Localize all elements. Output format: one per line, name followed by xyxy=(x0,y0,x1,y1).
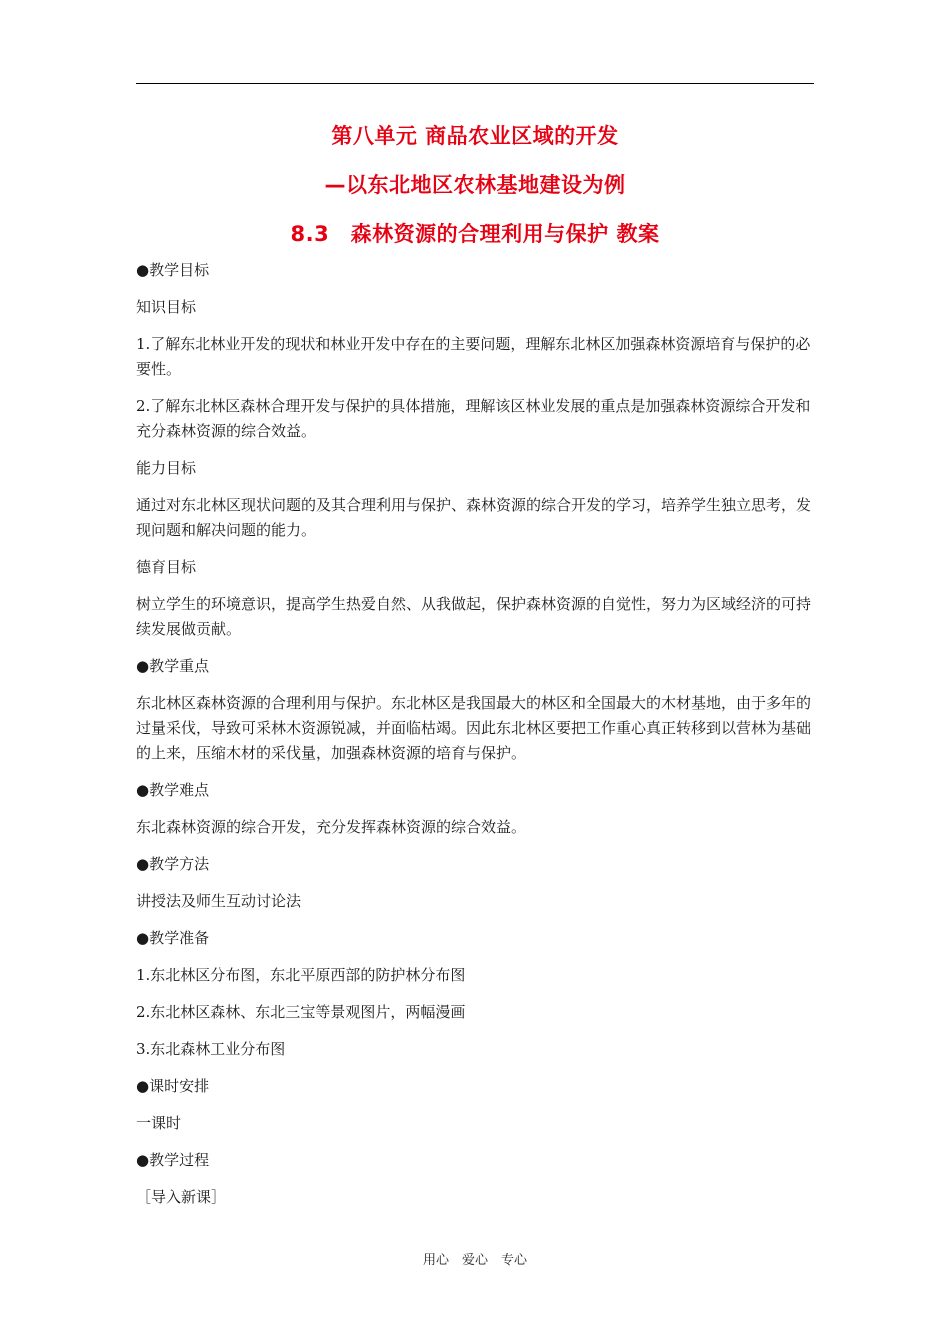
subheading-ability: 能力目标 xyxy=(136,459,197,477)
section-heading-goals: ●教学目标 xyxy=(136,261,210,279)
section-heading-difficulty: ●教学难点 xyxy=(136,781,210,799)
method-text: 讲授法及师生互动讨论法 xyxy=(136,892,302,910)
difficulty-text: 东北森林资源的综合开发，充分发挥森林资源的综合效益。 xyxy=(136,818,527,836)
lesson-title: 8.3 森林资源的合理利用与保护 教案 xyxy=(290,222,660,246)
prep-item-3: 3.东北森林工业分布图 xyxy=(136,1040,286,1058)
subheading-knowledge: 知识目标 xyxy=(136,298,197,316)
section-heading-key: ●教学重点 xyxy=(136,657,210,675)
intro-label: ［导入新课］ xyxy=(136,1188,227,1206)
knowledge-item-1: 1.了解东北林业开发的现状和林业开发中存在的主要问题，理解东北林区加强森林资源培育与保护的必要性。 xyxy=(136,335,811,378)
header-rule xyxy=(136,83,814,84)
section-heading-schedule: ●课时安排 xyxy=(136,1077,210,1095)
schedule-text: 一课时 xyxy=(136,1114,182,1132)
document-body xyxy=(136,258,814,1222)
ability-text: 通过对东北林区现状问题的及其合理利用与保护、森林资源的综合开发的学习，培养学生独立思考，发现问题和解决问题的能力。 xyxy=(136,496,812,539)
document-subtitle: —以东北地区农林基地建设为例 xyxy=(324,173,626,197)
page-footer: 用心 爱心 专心 xyxy=(422,1253,527,1268)
document-title: 第八单元 商品农业区域的开发 xyxy=(331,124,619,148)
section-heading-process: ●教学过程 xyxy=(136,1151,210,1169)
key-text: 东北林区森林资源的合理利用与保护。东北林区是我国最大的林区和全国最大的木材基地，由于多年的过量采伐，导致可采林木资源锐减，并面临枯竭。因此东北林区要把工作重心真正转移到以营林为基础的上来，压缩木材的采伐量，加强森林资源的培育与保护。 xyxy=(136,694,812,762)
prep-item-1: 1.东北林区分布图，东北平原西部的防护林分布图 xyxy=(136,966,466,984)
section-heading-prep: ●教学准备 xyxy=(136,929,210,947)
section-heading-method: ●教学方法 xyxy=(136,855,210,873)
moral-text: 树立学生的环境意识，提高学生热爱自然、从我做起，保护森林资源的自觉性，努力为区域经济的可持续发展做贡献。 xyxy=(136,595,812,638)
knowledge-item-2: 2.了解东北林区森林合理开发与保护的具体措施，理解该区林业发展的重点是加强森林资源综合开发和充分森林资源的综合效益。 xyxy=(136,397,811,440)
subheading-moral: 德育目标 xyxy=(136,558,197,576)
prep-item-2: 2.东北林区森林、东北三宝等景观图片，两幅漫画 xyxy=(136,1003,466,1021)
